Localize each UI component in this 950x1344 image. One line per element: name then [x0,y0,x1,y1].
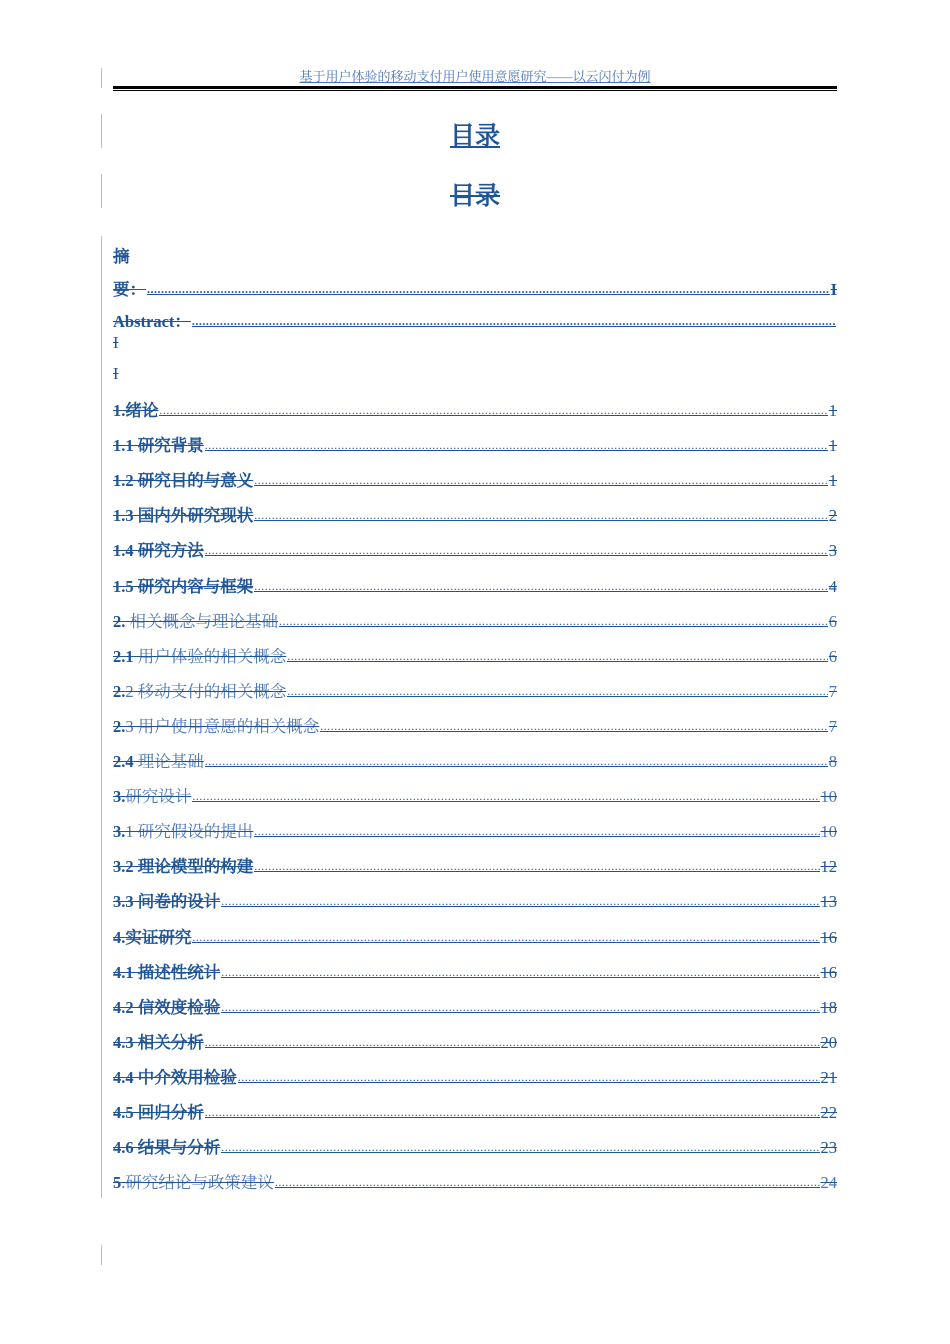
toc-entry-page: 1 [828,401,837,420]
page-title-deleted: 目录 [449,181,500,210]
toc-entry-abstract-en[interactable] [113,309,837,333]
toc-entry[interactable] [113,819,837,843]
toc-leader [254,854,819,872]
toc-entry-label: 3.3 问卷的设计 [113,892,221,912]
toc-entry-label [113,820,253,844]
toc-leader [159,398,827,416]
toc-entry-text: .研究结论与政策建议 [121,1173,274,1193]
toc-leader [254,574,828,592]
toc-entry-text: 2 移动支付的相关概念 [125,681,287,701]
toc-leader [205,1100,820,1118]
toc-entry-page: 23 [820,1138,837,1158]
toc-entry-page: 2 [828,506,837,526]
toc-entry-page: 3 [828,541,837,561]
toc-entry-page: 4 [828,576,837,596]
running-header: 基于用户体验的移动支付用户使用意愿研究——以云闪付为例 [299,69,651,84]
toc-entry[interactable] [113,503,837,527]
toc-entry[interactable] [113,679,837,703]
toc-entry-text: 研究设计 [125,787,192,807]
toc-entry[interactable] [113,714,837,738]
toc-entry-label: 1.1 研究背景 [113,436,204,456]
toc-entry-page: I [830,280,837,299]
toc-entry[interactable] [113,538,837,562]
toc-leader [238,1065,820,1083]
toc-entry[interactable] [113,995,837,1019]
toc-entry-page: 1 [828,436,837,456]
toc-entry-label: 1.3 国内外研究现状 [113,506,254,526]
toc-entry[interactable] [113,1030,837,1054]
toc-entry-label: 4.6 结果与分析 [113,1138,221,1158]
toc-entry-label: Abstract： [113,312,191,331]
toc-entry-page: 1 [828,471,837,491]
toc-entry[interactable] [113,854,837,878]
toc-entry-label: 4.3 相关分析 [113,1032,204,1052]
toc-entry-page: 10 [820,787,837,807]
toc-entry-text: 相关概念与理论基础 [125,611,278,631]
toc-leader [205,1030,820,1048]
toc-entry-abstract-zh[interactable] [113,277,837,301]
toc-entry-text: 用户体验的相关概念 [133,646,287,666]
toc-entry[interactable] [113,398,837,422]
toc-entry-page: 16 [820,962,837,982]
toc-leader [221,995,819,1013]
toc-leader [192,784,819,802]
toc-abstract-en-page-1: I [113,333,119,352]
toc-entry-label [113,750,204,774]
toc-entry[interactable] [113,784,837,808]
toc-entry-page: 6 [828,611,837,631]
toc-entry[interactable] [113,468,837,492]
toc-entry-label: 4.5 回归分析 [113,1103,204,1122]
margin-mark [101,174,102,208]
toc-entry-number: 2. [113,716,126,736]
toc-entry-page: 21 [820,1067,837,1087]
toc-entry-page: 12 [820,857,837,877]
toc-entry[interactable] [113,1100,837,1124]
toc-entry-page: 13 [820,892,837,912]
toc-entry[interactable] [113,1170,837,1194]
toc-entry-number: 3. [113,787,126,807]
toc-entry-label [113,785,191,809]
toc-entry-page: 7 [828,681,837,701]
toc-entry-label: 1.4 研究方法 [113,541,204,561]
toc-entry-page: 22 [820,1103,837,1122]
page-title: 目录 [449,121,500,150]
toc-entry-label: 4.4 中介效用检验 [113,1067,237,1087]
toc-leader [205,538,828,556]
toc-entry[interactable] [113,749,837,773]
toc-entry-page: 24 [820,1173,837,1193]
toc-entry-number: 2.4 [113,752,134,771]
toc-entry-label: 1.2 研究目的与意义 [113,471,254,491]
toc-leader [205,749,828,767]
toc-leader [221,1135,819,1153]
toc-entry[interactable] [113,433,837,457]
header-rule-thick [113,86,837,89]
toc-entry-label [113,1171,274,1195]
toc-entry-label: 1.5 研究内容与框架 [113,576,254,596]
toc-leader [275,1170,820,1188]
toc-entry-number: 5 [113,1173,122,1193]
toc-entry-label: 1.绪论 [113,401,159,420]
toc-leader [205,433,828,451]
toc-leader [221,889,819,907]
margin-mark [101,68,102,88]
toc-entry[interactable] [113,960,837,984]
toc-entry-page: 20 [820,1032,837,1052]
toc-abstract-en-page-2: I [113,364,119,383]
toc-entry[interactable] [113,1065,837,1089]
toc-entry-label: 4.1 描述性统计 [113,962,221,982]
toc-entry-label [113,645,286,669]
toc-entry-page: 6 [828,646,837,666]
toc-entry-number: 3. [113,822,126,842]
toc-entry[interactable] [113,609,837,633]
toc-entry-text: 理论基础 [133,752,204,771]
header-rule-thin [113,90,837,91]
toc-entry-page: 7 [828,716,837,736]
toc-entry-text: 1 研究假设的提出 [125,822,254,842]
toc-entry[interactable] [113,1135,837,1159]
toc-entry[interactable] [113,889,837,913]
toc-entry[interactable] [113,644,837,668]
margin-mark [101,236,102,1198]
toc-entry-label: 3.2 理论模型的构建 [113,857,254,877]
toc-leader [254,503,828,521]
toc-entry-page: 16 [820,927,837,947]
toc-entry-page: 8 [828,752,837,771]
toc-leader [192,925,819,943]
toc-entry-number: 2.1 [113,646,134,666]
toc-leader [147,277,830,295]
toc-leader [254,819,819,837]
toc-entry[interactable] [113,574,837,598]
toc-entry-label [113,715,319,739]
toc-entry-page: 10 [820,822,837,842]
toc-leader [254,468,828,486]
toc-entry-text: 3 用户使用意愿的相关概念 [125,716,320,736]
margin-mark [101,1245,102,1265]
toc-leader [287,644,828,662]
toc-entry-number: 2. [113,681,126,701]
toc-entry[interactable] [113,925,837,949]
toc-entry-label: 要： [113,280,146,299]
toc-entry-label [113,610,278,634]
toc-leader [320,714,828,732]
toc-leader [192,309,836,327]
toc-leader [221,960,819,978]
toc-leader [287,679,828,697]
toc-entry-label: 4.2 信效度检验 [113,997,221,1017]
toc-abstract-zh-label-1: 摘 [113,247,130,266]
toc-entry-page: 18 [820,997,837,1017]
margin-mark [101,114,102,148]
toc-entry-number: 2. [113,611,126,631]
toc-leader [279,609,828,627]
toc-entry-label: 4.实证研究 [113,927,192,947]
toc-entry-label [113,680,286,704]
